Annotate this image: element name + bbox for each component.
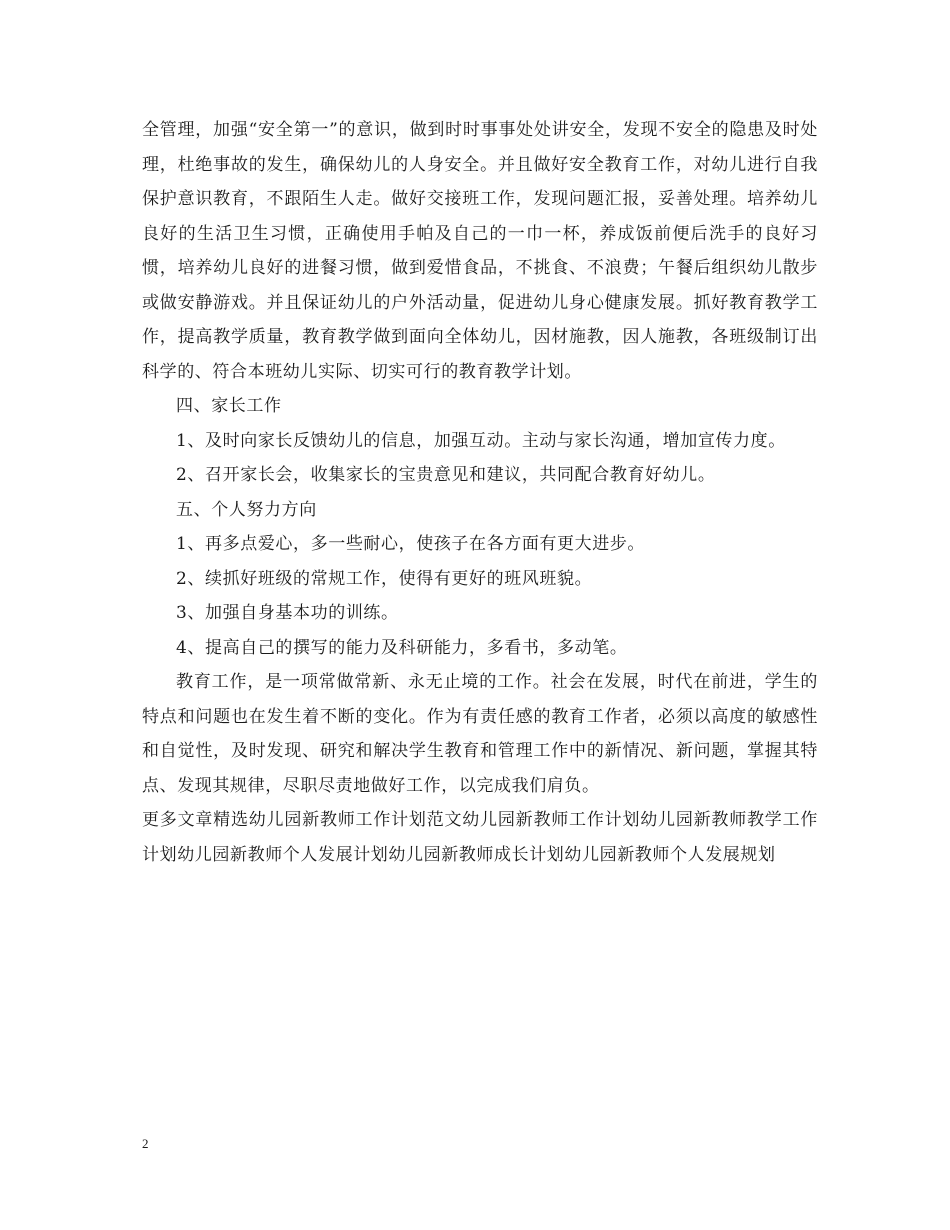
list-item-parent-work-1: 1、及时向家长反馈幼儿的信息，加强互动。主动与家长沟通，增加宣传力度。: [176, 430, 786, 451]
document-body: [142, 113, 818, 872]
list-item-personal-direction-3: 3、加强自身基本功的训练。: [176, 603, 399, 623]
heading-personal-direction: 五、个人努力方向: [176, 499, 317, 520]
heading-parent-work: 四、家长工作: [176, 396, 282, 416]
list-item-personal-direction-4: 4、提高自己的撰写的能力及科研能力，多看书，多动笔。: [176, 637, 628, 658]
list-item-personal-direction-2: 2、续抓好班级的常规工作，使得有更好的班风班貌。: [176, 568, 593, 589]
list-item-personal-direction-1: 1、再多点爱心，多一些耐心，使孩子在各方面有更大进步。: [176, 534, 646, 554]
more-articles-links[interactable]: 更多文章精选幼儿园新教师工作计划范文幼儿园新教师工作计划幼儿园新教师教学工作计划幼儿园新教师个人发展计划幼儿园新教师成长计划幼儿园新教师个人发展规划: [142, 810, 818, 865]
paragraph-conclusion: 教育工作，是一项常做常新、永无止境的工作。社会在发展，时代在前进，学生的特点和问题也在发生着不断的变化。作为有责任感的教育工作者，必须以高度的敏感性和自觉性，及时发现、研究和解决学生教育和管理工作中的新情况、新问题，掌握其特点、发现其规律，尽职尽责地做好工作，以完成我们肩负。: [142, 672, 818, 796]
list-item-parent-work-2: 2、召开家长会，收集家长的宝贵意见和建议，共同配合教育好幼儿。: [176, 465, 716, 485]
page-number: 2: [142, 1136, 149, 1151]
paragraph-safety-management: 全管理，加强“安全第一”的意识，做到时时事事处处讲安全，发现不安全的隐患及时处理，杜绝事故的发生，确保幼儿的人身安全。并且做好安全教育工作，对幼儿进行自我保护意识教育，不跟陌生人走。做好交接班工作，发现问题汇报，妥善处理。培养幼儿良好的生活卫生习惯，正确使用手帕及自己的一巾一杯，养成饭前便后洗手的良好习惯，培养幼儿良好的进餐习惯，做到爱惜食品，不挑食、不浪费；午餐后组织幼儿散步或做安静游戏。并且保证幼儿的户外活动量，促进幼儿身心健康发展。抓好教育教学工作，提高教学质量，教育教学做到面向全体幼儿，因材施教，因人施教，各班级制订出科学的、符合本班幼儿实际、切实可行的教育教学计划。: [142, 120, 818, 382]
